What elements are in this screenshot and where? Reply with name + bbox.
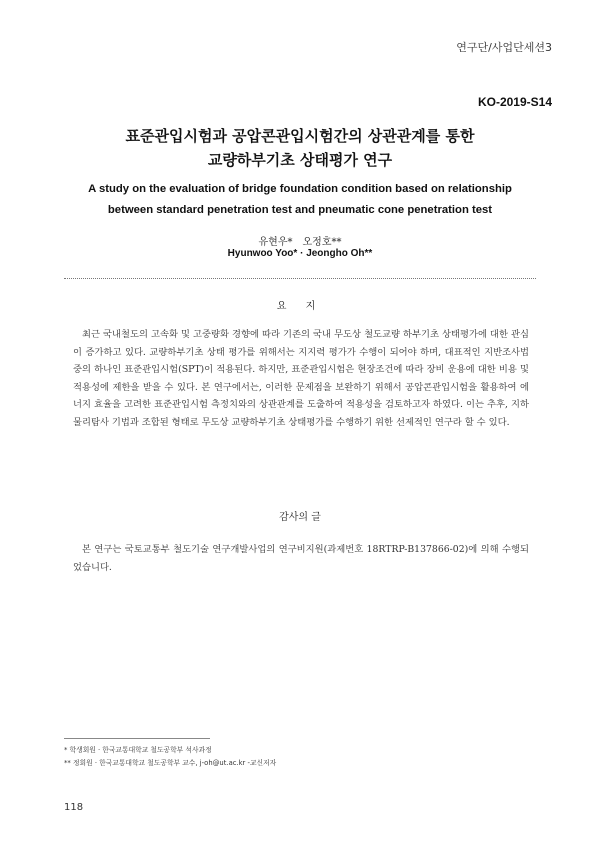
footnote-1: * 학생회원 · 한국교통대학교 철도공학부 석사과정 (64, 746, 212, 754)
header-divider (64, 278, 536, 279)
title-korean-line-2: 교량하부기초 상태평가 연구 (207, 151, 393, 169)
abstract-heading: 요 지 (276, 301, 324, 312)
acknowledgement-heading: 감사의 글 (279, 512, 321, 523)
footnote-rule (64, 738, 210, 739)
title-korean-line-1: 표준관입시험과 공압콘관입시험간의 상관관계를 통한 (125, 127, 475, 145)
title-english-line-2: between standard penetration test and pneumatic cone penetration test (107, 204, 493, 216)
title-english-line-1: A study on the evaluation of bridge foundation condition based on relationship (88, 183, 512, 195)
author-2-korean: 오정호** (302, 237, 342, 248)
authors-korean (0, 233, 600, 248)
footnotes (64, 744, 276, 770)
footnote-2: ** 정회원 · 한국교통대학교 철도공학부 교수, j-oh@ut.ac.kr -교신저자 (64, 759, 277, 767)
running-header: 연구단/사업단세션3 (456, 41, 552, 54)
title-korean (0, 124, 600, 172)
acknowledgement-body: 본 연구는 국토교통부 철도기술 연구개발사업의 연구비지원(과제번호 18RTRP-B137866-02)에 의해 수행되었습니다. (73, 544, 529, 573)
page-number: 118 (64, 802, 84, 813)
authors-english: Hyunwoo Yoo* · Jeongho Oh** (227, 248, 373, 259)
author-1-korean: 유현우* (258, 237, 293, 248)
abstract-body: 최근 국내철도의 고속화 및 고중량화 경향에 따라 기존의 국내 무도상 철도교량 하부기초 상태평가에 대한 관심이 증가하고 있다. 교량하부기초 상태 평가를 위해서는 지지력 평가가 수행이 되어야 하며, 대표적인 지반조사법 중의 하나인 표준관입시험(SPT)이 적용된다. 하지만, 표준관입시험은 현장조건에 따라 장비 운용에 대한 비용 및 적용성에 제한을 받을 수 있다. 본 연구에서는, 이러한 문제점을 보완하기 위해서 공압콘관입시험을 활용하여 에너지 효율을 고려한 표준관입시험 측정치와의 상관관계를 도출하여 적용성을 검토하고자 하였다. 이는 추후, 지하물리탐사 기법과 조합된 형태로 무도상 교량하부기초 상태평가를 수행하기 위한 선제적인 연구라 할 수 있다. (73, 329, 529, 428)
paper-code: KO-2019-S14 (477, 95, 552, 109)
title-english (0, 179, 600, 221)
